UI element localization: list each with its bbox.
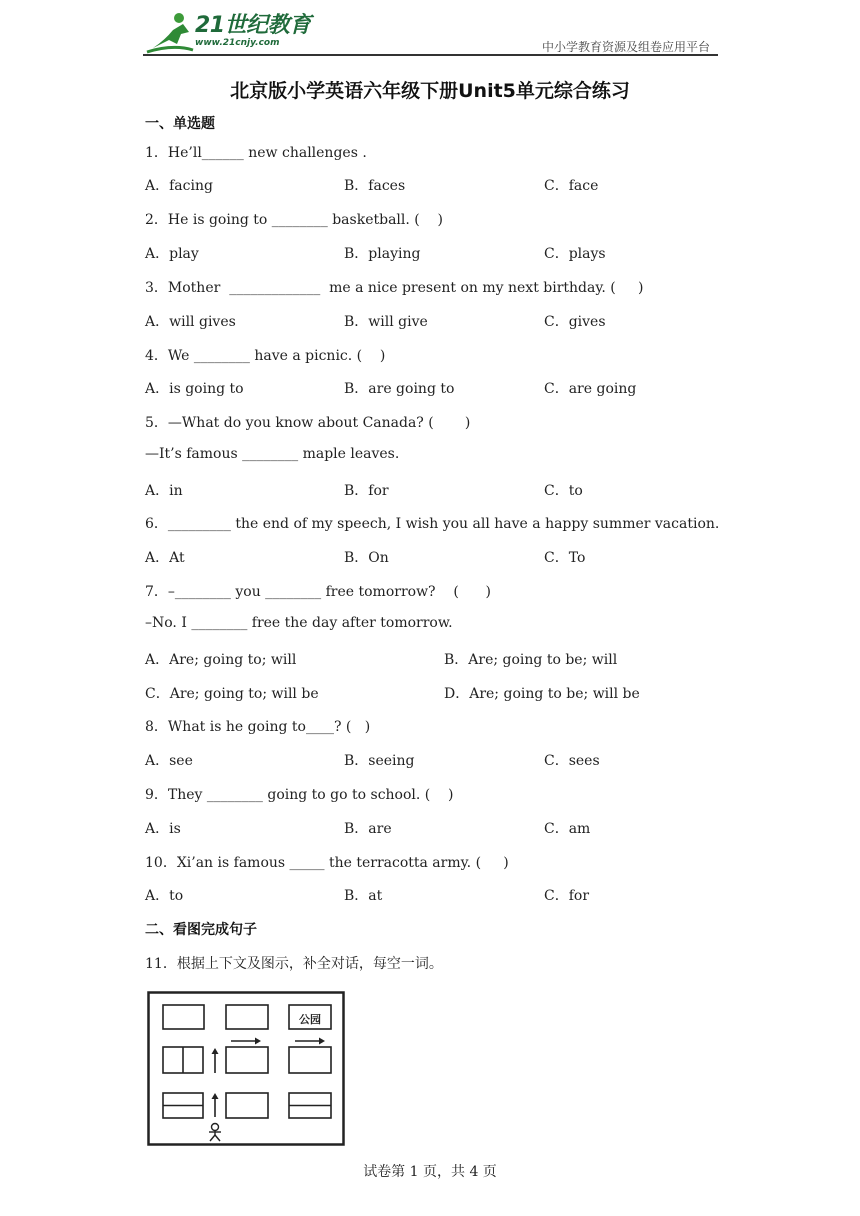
question-7-option-d[interactable]: D．Are; going to be; will be [444,686,640,702]
question-1-stem: 1．He’ll______ new challenges . [145,145,367,161]
question-6-option-a[interactable]: A．At [145,550,185,566]
question-5-stem-line-2: —It’s famous ________ maple leaves. [145,446,400,462]
question-10-option-c[interactable]: C．for [544,888,590,904]
question-7-option-b[interactable]: B．Are; going to be; will [444,652,618,668]
question-8-option-a[interactable]: A．see [145,753,193,769]
section-heading-picture-sentences: 二、看图完成句子 [145,922,257,938]
question-3-option-c[interactable]: C．gives [544,314,606,330]
question-1-option-c[interactable]: C．face [544,178,599,194]
question-3-option-a[interactable]: A．will gives [145,314,236,330]
question-1-option-a[interactable]: A．facing [145,178,213,194]
question-2-option-b[interactable]: B．playing [344,246,421,262]
question-2-option-a[interactable]: A．play [145,246,199,262]
question-3-option-b[interactable]: B．will give [344,314,428,330]
question-5-stem: 5．—What do you know about Canada? ( ) [145,415,471,431]
question-8-stem: 8．What is he going to____? ( ) [145,719,371,735]
question-2-stem: 2．He is going to ________ basketball. ( ) [145,212,443,228]
page-footer: 试卷第 1 页，共 4 页 [363,1164,497,1180]
question-11-stem: 11．根据上下文及图示，补全对话，每空一词。 [145,956,443,972]
question-2-option-c[interactable]: C．plays [544,246,606,262]
question-5-option-a[interactable]: A．in [145,483,183,499]
question-4-option-c[interactable]: C．are going [544,381,637,397]
question-7-option-a[interactable]: A．Are; going to; will [145,652,297,668]
question-8-option-b[interactable]: B．seeing [344,753,415,769]
park-label: 公园 [299,1013,321,1026]
street-map-figure [147,991,345,1146]
question-7-stem-line-2: –No. I ________ free the day after tomorrow. [145,615,453,631]
question-1-option-b[interactable]: B．faces [344,178,406,194]
question-10-stem: 10．Xi’an is famous _____ the terracotta army. ( ) [145,855,509,871]
question-3-stem: 3．Mother _____________ me a nice present on my next birthday. ( ) [145,280,644,296]
question-10-option-b[interactable]: B．at [344,888,383,904]
question-6-option-b[interactable]: B．On [344,550,389,566]
question-5-option-b[interactable]: B．for [344,483,389,499]
logo-url: www.21cnjy.com [195,38,280,48]
question-9-option-a[interactable]: A．is [145,821,181,837]
page-header [143,8,718,56]
question-4-option-a[interactable]: A．is going to [145,381,244,397]
question-9-stem: 9．They ________ going to go to school. ( ) [145,787,454,803]
question-4-stem: 4．We ________ have a picnic. ( ) [145,348,386,364]
question-9-option-b[interactable]: B．are [344,821,392,837]
question-7-stem: 7．–________ you ________ free tomorrow? ( ) [145,584,491,600]
question-7-option-c[interactable]: C．Are; going to; will be [145,686,319,702]
question-9-option-c[interactable]: C．am [544,821,591,837]
question-6-stem: 6．_________ the end of my speech, I wish you all have a happy summer vacation. [145,516,720,532]
question-5-option-c[interactable]: C．to [544,483,583,499]
section-heading-multiple-choice: 一、单选题 [145,116,215,132]
question-10-option-a[interactable]: A．to [145,888,184,904]
question-6-option-c[interactable]: C．To [544,550,586,566]
header-divider [143,54,718,56]
page-title: 北京版小学英语六年级下册Unit5单元综合练习 [230,80,630,102]
platform-tagline: 中小学教育资源及组卷应用平台 [541,40,710,54]
question-4-option-b[interactable]: B．are going to [344,381,455,397]
logo-text: 21世纪教育 [195,13,311,38]
question-8-option-c[interactable]: C．sees [544,753,600,769]
